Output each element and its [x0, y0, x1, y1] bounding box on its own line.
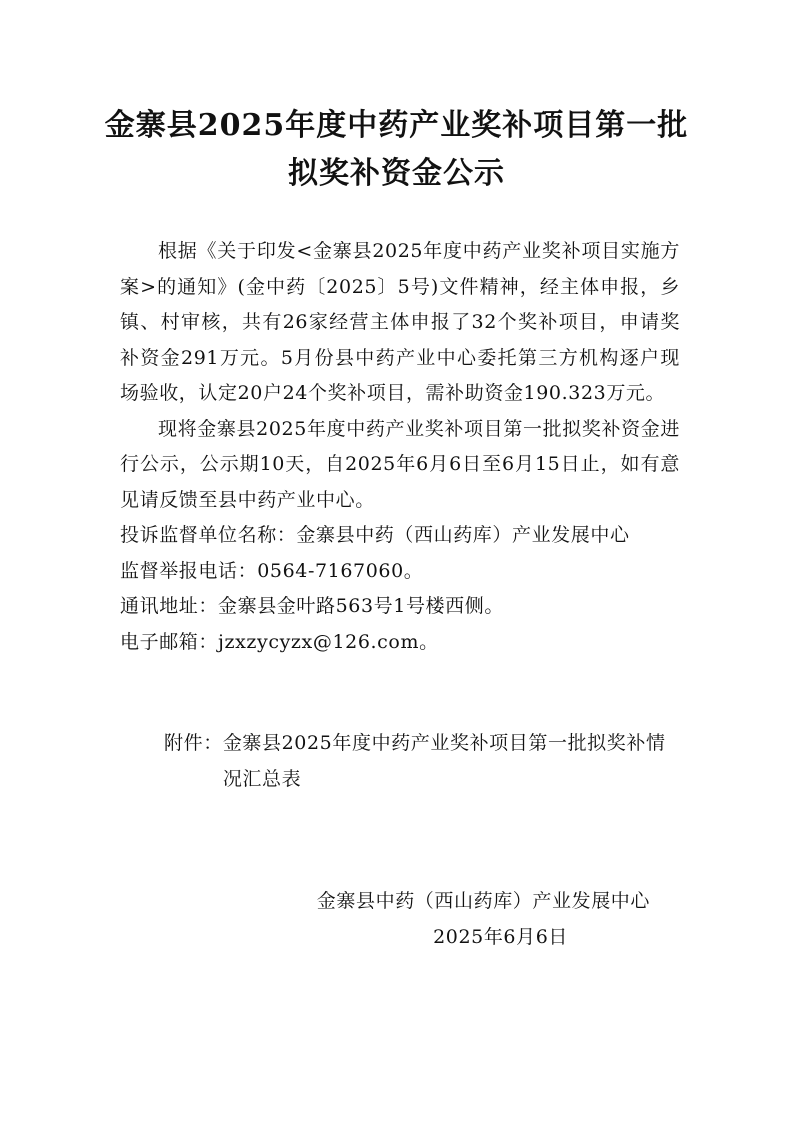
document-title-line2: 拟奖补资金公示 — [288, 156, 505, 191]
body-text — [120, 234, 680, 660]
document-title-line1: 金寨县2025年度中药产业奖补项目第一批 — [104, 108, 689, 143]
signature-block — [280, 883, 680, 955]
attachment-text: 金寨县2025年度中药产业奖补项目第一批拟奖补情况汇总表 — [222, 732, 666, 790]
signature-date: 2025年6月6日 — [433, 926, 568, 948]
mailing-address: 通讯地址：金寨县金叶路563号1号楼西侧。 — [120, 595, 504, 617]
attachment-label: 附件： — [164, 732, 223, 754]
supervisor-unit: 投诉监督单位名称：金寨县中药（西山药库）产业发展中心 — [120, 524, 630, 546]
email-address: 电子邮箱：jzxzycyzx@126.com。 — [120, 630, 439, 653]
paragraph-basis: 根据《关于印发<金寨县2025年度中药产业奖补项目实施方案>的通知》(金中药〔2025〕5号)文件精神，经主体申报，乡镇、村审核，共有26家经营主体申报了32个奖补项目，申请奖补资金291万元。5月份县中药产业中心委托第三方机构逐户现场验收，认定20户24个奖补项目，需补助资金190.323万元。 — [120, 240, 680, 404]
paragraph-announcement: 现将金寨县2025年度中药产业奖补项目第一批拟奖补资金进行公示，公示期10天，自2025年6月6日至6月15日止，如有意见请反馈至县中药产业中心。 — [120, 417, 680, 511]
signature-organization: 金寨县中药（西山药库）产业发展中心 — [316, 890, 650, 912]
attachment-block — [164, 725, 684, 797]
report-phone: 监督举报电话：0564-7167060。 — [120, 559, 424, 582]
